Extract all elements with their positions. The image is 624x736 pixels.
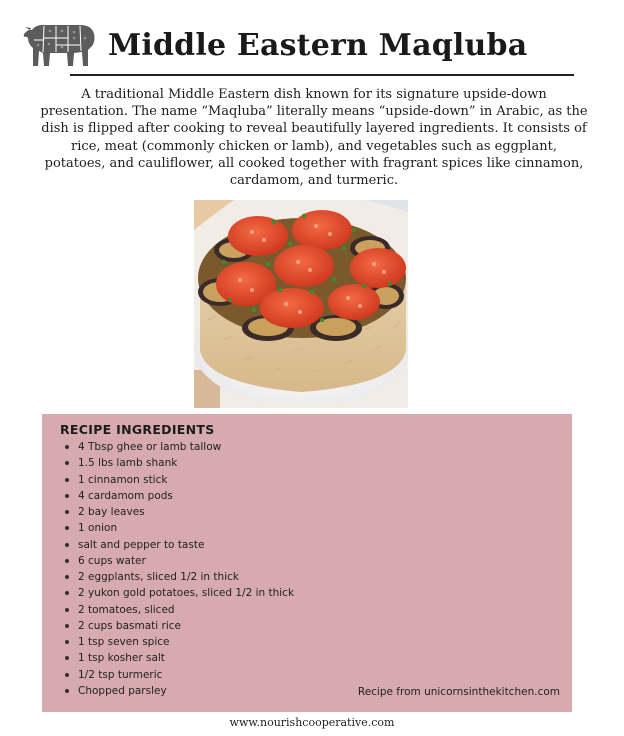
maqluba-dish-photo bbox=[194, 200, 408, 408]
list-item: salt and pepper to taste bbox=[62, 537, 294, 553]
header bbox=[20, 14, 580, 76]
list-item: 1 tsp kosher salt bbox=[62, 650, 294, 666]
list-item: 2 cups basmati rice bbox=[62, 618, 294, 634]
recipe-ingredients-panel bbox=[42, 414, 572, 712]
website-footer: www.nourishcooperative.com bbox=[229, 716, 395, 729]
list-item: 1 tsp seven spice bbox=[62, 634, 294, 650]
list-item: 2 tomatoes, sliced bbox=[62, 602, 294, 618]
list-item: 1 onion bbox=[62, 520, 294, 536]
list-item: 1/2 tsp turmeric bbox=[62, 667, 294, 683]
title-divider bbox=[70, 74, 574, 76]
recipe-credit: Recipe from unicornsinthekitchen.com bbox=[357, 686, 560, 698]
dish-description: A traditional Middle Eastern dish known for its signature upside-down presentation. The name “Maqluba” literally means “upside-down” in Arabic, as the dish is flipped after cooking to reveal beautifully layered ingredients. It consists of rice, meat (commonly chicken or lamb), and vegetables such as eggplant, potatoes, and cauliflower, all cooked together with fragrant spices like cinnamon, cardamom, and turmeric. bbox=[40, 87, 588, 189]
ingredients-list bbox=[62, 439, 294, 699]
list-item: 1.5 lbs lamb shank bbox=[62, 455, 294, 471]
list-item: 2 eggplants, sliced 1/2 in thick bbox=[62, 569, 294, 585]
list-item: 4 Tbsp ghee or lamb tallow bbox=[62, 439, 294, 455]
list-item: 1 cinnamon stick bbox=[62, 472, 294, 488]
ingredients-heading: RECIPE INGREDIENTS bbox=[60, 422, 215, 437]
list-item: 2 yukon gold potatoes, sliced 1/2 in thick bbox=[62, 585, 294, 601]
page-title: Middle Eastern Maqluba bbox=[108, 28, 528, 63]
list-item: 2 bay leaves bbox=[62, 504, 294, 520]
list-item: Chopped parsley bbox=[62, 683, 294, 699]
list-item: 4 cardamom pods bbox=[62, 488, 294, 504]
lamb-cuts-icon bbox=[22, 16, 100, 72]
list-item: 6 cups water bbox=[62, 553, 294, 569]
